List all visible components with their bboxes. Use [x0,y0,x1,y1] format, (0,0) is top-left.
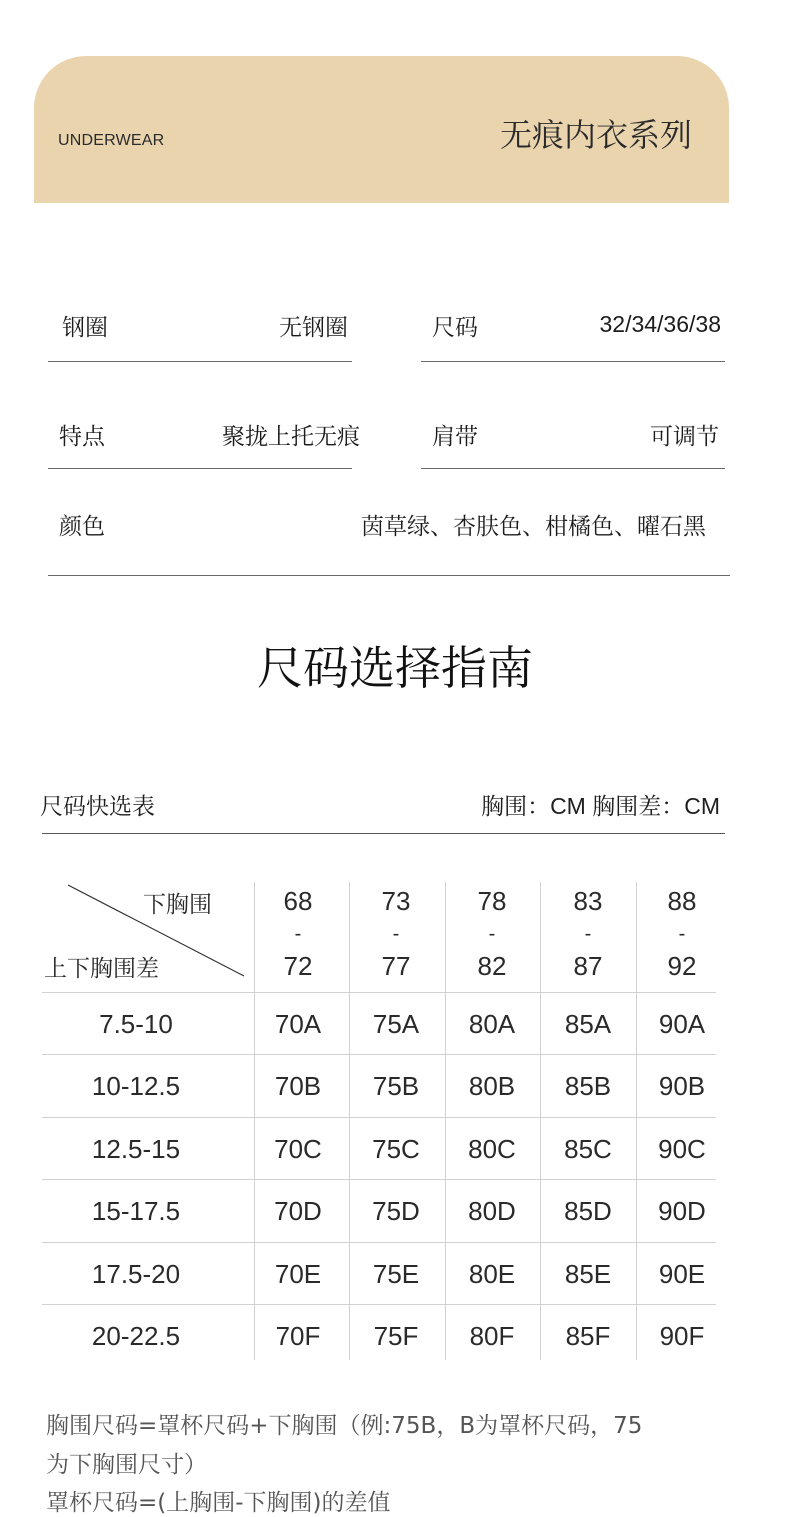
size-cell: 80A [468,1009,516,1039]
size-cell: 70D [274,1196,322,1226]
row-diff-label: 15-17.5 [91,1196,181,1226]
column-header-to: 92 [667,951,697,981]
size-cell: 75C [372,1134,420,1164]
size-cell: 80E [468,1259,516,1289]
size-cell: 90C [658,1134,706,1164]
grid-line [42,1117,716,1118]
size-cell: 90D [658,1196,706,1226]
size-cell: 90B [658,1071,706,1101]
column-header-to: 82 [477,951,507,981]
size-cell: 80F [469,1321,515,1351]
divider [421,361,725,362]
row-diff-label: 12.5-15 [91,1134,181,1164]
grid-line [42,1179,716,1180]
row-diff-label: 10-12.5 [91,1071,181,1101]
table-top-rule [42,833,725,834]
size-cell: 85D [564,1196,612,1226]
size-cell: 75D [372,1196,420,1226]
column-header-sep: - [294,923,302,945]
grid-line [42,1304,716,1305]
feature-value: 聚拢上托无痕 [222,424,360,450]
size-cell: 80D [468,1196,516,1226]
size-cell: 80B [468,1071,516,1101]
divider [421,468,725,469]
column-header-sep: - [678,923,686,945]
size-cell: 70A [274,1009,322,1039]
color-value: 茵草绿、杏肤色、柑橘色、曜石黑 [361,514,706,540]
note-line: 罩杯尺码=(上胸围-下胸围)的差值 [46,1490,391,1516]
divider [48,575,730,576]
size-cell: 70F [275,1321,321,1351]
column-header-sep: - [392,923,400,945]
column-header-to: 87 [573,951,603,981]
size-guide-title: 尺码选择指南 [257,641,533,695]
size-cell: 90E [658,1259,706,1289]
strap-value: 可调节 [650,424,719,450]
size-cell: 70E [274,1259,322,1289]
size-cell: 70C [274,1134,322,1164]
grid-line [349,882,350,1360]
size-cell: 85F [565,1321,611,1351]
grid-line [42,992,716,993]
size-cell: 75F [373,1321,419,1351]
grid-line [42,1242,716,1243]
feature-label: 特点 [59,424,105,450]
column-header-from: 83 [573,886,603,916]
wire-value: 无钢圈 [279,315,348,341]
corner-top-label: 下胸围 [143,892,212,918]
column-header-from: 78 [477,886,507,916]
divider [48,361,352,362]
column-header-from: 68 [283,886,313,916]
banner-title: 无痕内衣系列 [499,116,692,154]
size-value: 32/34/36/38 [599,311,721,337]
unit-label: 胸围：CM 胸围差：CM [481,793,720,819]
quick-table-label: 尺码快选表 [40,794,155,820]
corner-bottom-label: 上下胸围差 [44,956,159,982]
row-diff-label: 7.5-10 [99,1009,173,1039]
size-cell: 85E [564,1259,612,1289]
size-cell: 90F [659,1321,705,1351]
size-cell: 75A [372,1009,420,1039]
wire-label: 钢圈 [62,315,108,341]
size-cell: 75E [372,1259,420,1289]
size-label: 尺码 [432,315,478,341]
size-cell: 85C [564,1134,612,1164]
column-header-sep: - [488,923,496,945]
column-header-to: 72 [283,951,313,981]
size-cell: 80C [468,1134,516,1164]
size-cell: 90A [658,1009,706,1039]
size-cell: 75B [372,1071,420,1101]
divider [48,468,352,469]
row-diff-label: 20-22.5 [91,1321,181,1351]
grid-line [636,882,637,1360]
size-cell: 70B [274,1071,322,1101]
note-line: 胸围尺码=罩杯尺码+下胸围（例:75B，B为罩杯尺码，75 [46,1413,643,1439]
banner-english-label: UNDERWEAR [58,132,165,149]
grid-line [445,882,446,1360]
color-label: 颜色 [59,514,105,540]
grid-line [540,882,541,1360]
size-cell: 85A [564,1009,612,1039]
row-diff-label: 17.5-20 [91,1259,181,1289]
column-header-from: 88 [667,886,697,916]
size-cell: 85B [564,1071,612,1101]
column-header-sep: - [584,923,592,945]
column-header-from: 73 [381,886,411,916]
note-line: 为下胸围尺寸） [46,1452,207,1478]
strap-label: 肩带 [432,424,478,450]
column-header-to: 77 [381,951,411,981]
grid-line [42,1054,716,1055]
